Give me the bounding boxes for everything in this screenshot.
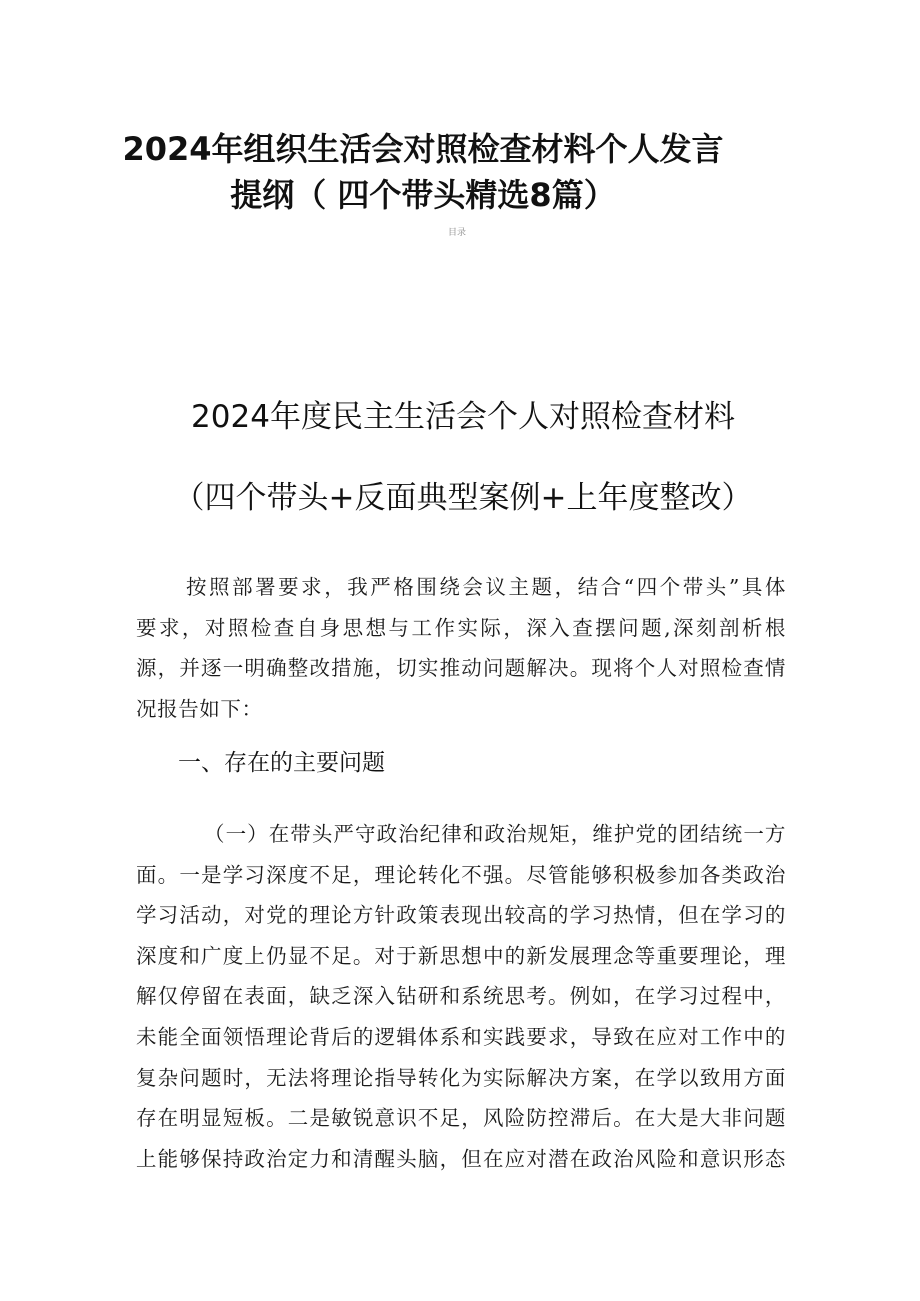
paragraph-line: 面。一是学习深度不足，理论转化不强。尽管能够积极参加各类政治: [136, 862, 786, 887]
paragraph-line: 深度和广度上仍显不足。对于新思想中的新发展理念等重要理论，理: [136, 943, 786, 968]
section-heading: 一、存在的主要问题: [178, 750, 385, 776]
paragraph-line: 学习活动，对党的理论方针政策表现出较高的学习热情，但在学习的: [136, 903, 786, 928]
section-paragraph: [136, 814, 786, 1179]
paragraph-line: 复杂问题时，无法将理论指导转化为实际解决方案，在学以致用方面: [136, 1065, 786, 1090]
intro-line: 按照部署要求，我严格围绕会议主题，结合“四个带头”具体: [186, 575, 786, 599]
paragraph-line: 解仅停留在表面，缺乏深入钻研和系统思考。例如，在学习过程中，: [136, 984, 786, 1009]
paragraph-line: 未能全面领悟理论背后的逻辑体系和实践要求，导致在应对工作中的: [136, 1024, 786, 1049]
toc-mark: 目录: [448, 228, 467, 238]
intro-line: 况报告如下：: [136, 696, 263, 721]
document-title-line-2: 提纲（ 四个带头精选8篇）: [230, 176, 616, 214]
intro-paragraph: [136, 567, 786, 729]
article-title-line-2: （四个带头+反面典型案例+上年度整改）: [173, 480, 753, 516]
intro-line: 源，并逐一明确整改措施，切实推动问题解决。现将个人对照检查情: [136, 656, 786, 681]
intro-line: 要求，对照检查自身思想与工作实际，深入查摆问题,深刻剖析根: [136, 615, 786, 640]
article-title-line-1: 2024年度民主生活会个人对照检查材料: [191, 399, 735, 435]
paragraph-line: （一）在带头严守政治纪律和政治规矩，维护党的团结统一方: [204, 822, 786, 846]
paragraph-line: 上能够保持政治定力和清醒头脑，但在应对潜在政治风险和意识形态: [136, 1146, 786, 1171]
paragraph-line: 存在明显短板。二是敏锐意识不足，风险防控滞后。在大是大非问题: [136, 1106, 786, 1131]
document-title-line-1: 2024年组织生活会对照检查材料个人发言: [122, 130, 724, 168]
